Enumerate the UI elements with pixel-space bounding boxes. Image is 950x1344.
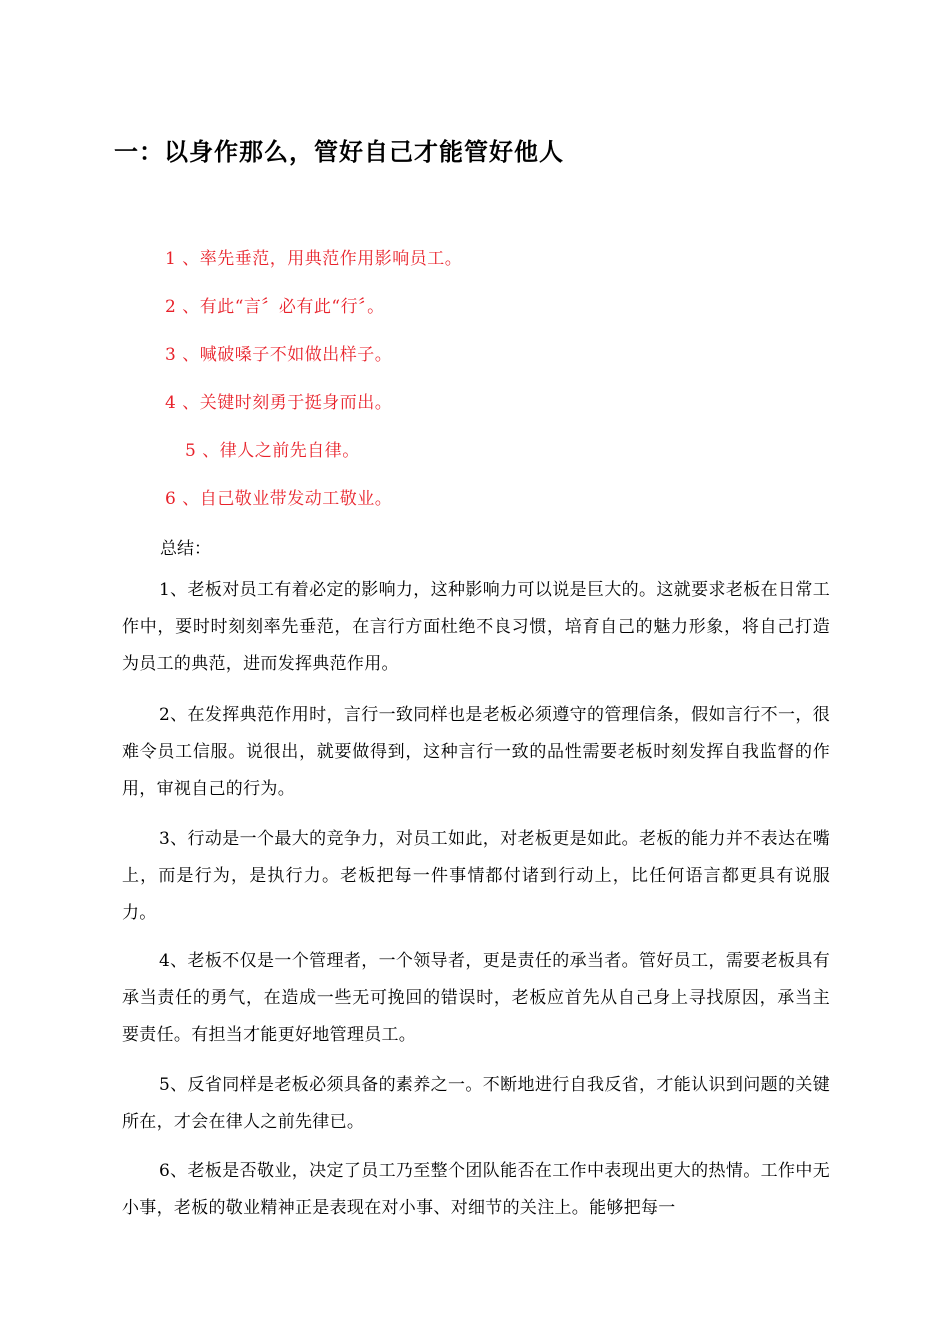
summary-paragraph-4: 4、老板不仅是一个管理者，一个领导者，更是责任的承当者。管好员工，需要老板具有承当责任的勇气，在造成一些无可挽回的错误时，老板应首先从自己身上寻找原因，承当主要责任。有担当才能更好地管理员工。 [122,951,830,1045]
point-item-6: 6 、自己敬业带发动工敬业。 [165,489,393,509]
summary-label: 总结： [160,539,211,559]
summary-paragraph-6: 6、老板是否敬业，决定了员工乃至整个团队能否在工作中表现出更大的热情。工作中无小事，老板的敬业精神正是表现在对小事、对细节的关注上。能够把每一 [122,1161,830,1218]
point-item-2: 2 、有此“言〞必有此“行〞。 [165,297,385,317]
summary-paragraph-5: 5、反省同样是老板必须具备的素养之一。不断地进行自我反省，才能认识到问题的关键所在，才会在律人之前先律已。 [122,1075,830,1132]
summary-paragraph-1: 1、老板对员工有着必定的影响力，这种影响力可以说是巨大的。这就要求老板在日常工作中，要时时刻刻率先垂范，在言行方面杜绝不良习惯，培育自己的魅力形象，将自己打造为员工的典范，进而发挥典范作用。 [122,580,830,674]
summary-paragraph-2: 2、在发挥典范作用时，言行一致同样也是老板必须遵守的管理信条，假如言行不一，很难令员工信服。说很出，就要做得到，这种言行一致的品性需要老板时刻发挥自我监督的作用，审视自己的行为。 [122,705,830,799]
summary-paragraph-3: 3、行动是一个最大的竞争力，对员工如此，对老板更是如此。老板的能力并不表达在嘴上，而是行为，是执行力。老板把每一件事情都付诸到行动上，比任何语言都更具有说服力。 [122,829,830,923]
point-item-1: 1 、率先垂范，用典范作用影响员工。 [165,249,463,269]
section-heading: 一：以身作那么，管好自己才能管好他人 [114,138,564,166]
point-item-4: 4 、关键时刻勇于挺身而出。 [165,393,393,413]
point-item-5: 5 、律人之前先自律。 [185,441,360,461]
point-item-3: 3 、喊破嗓子不如做出样子。 [165,345,393,365]
